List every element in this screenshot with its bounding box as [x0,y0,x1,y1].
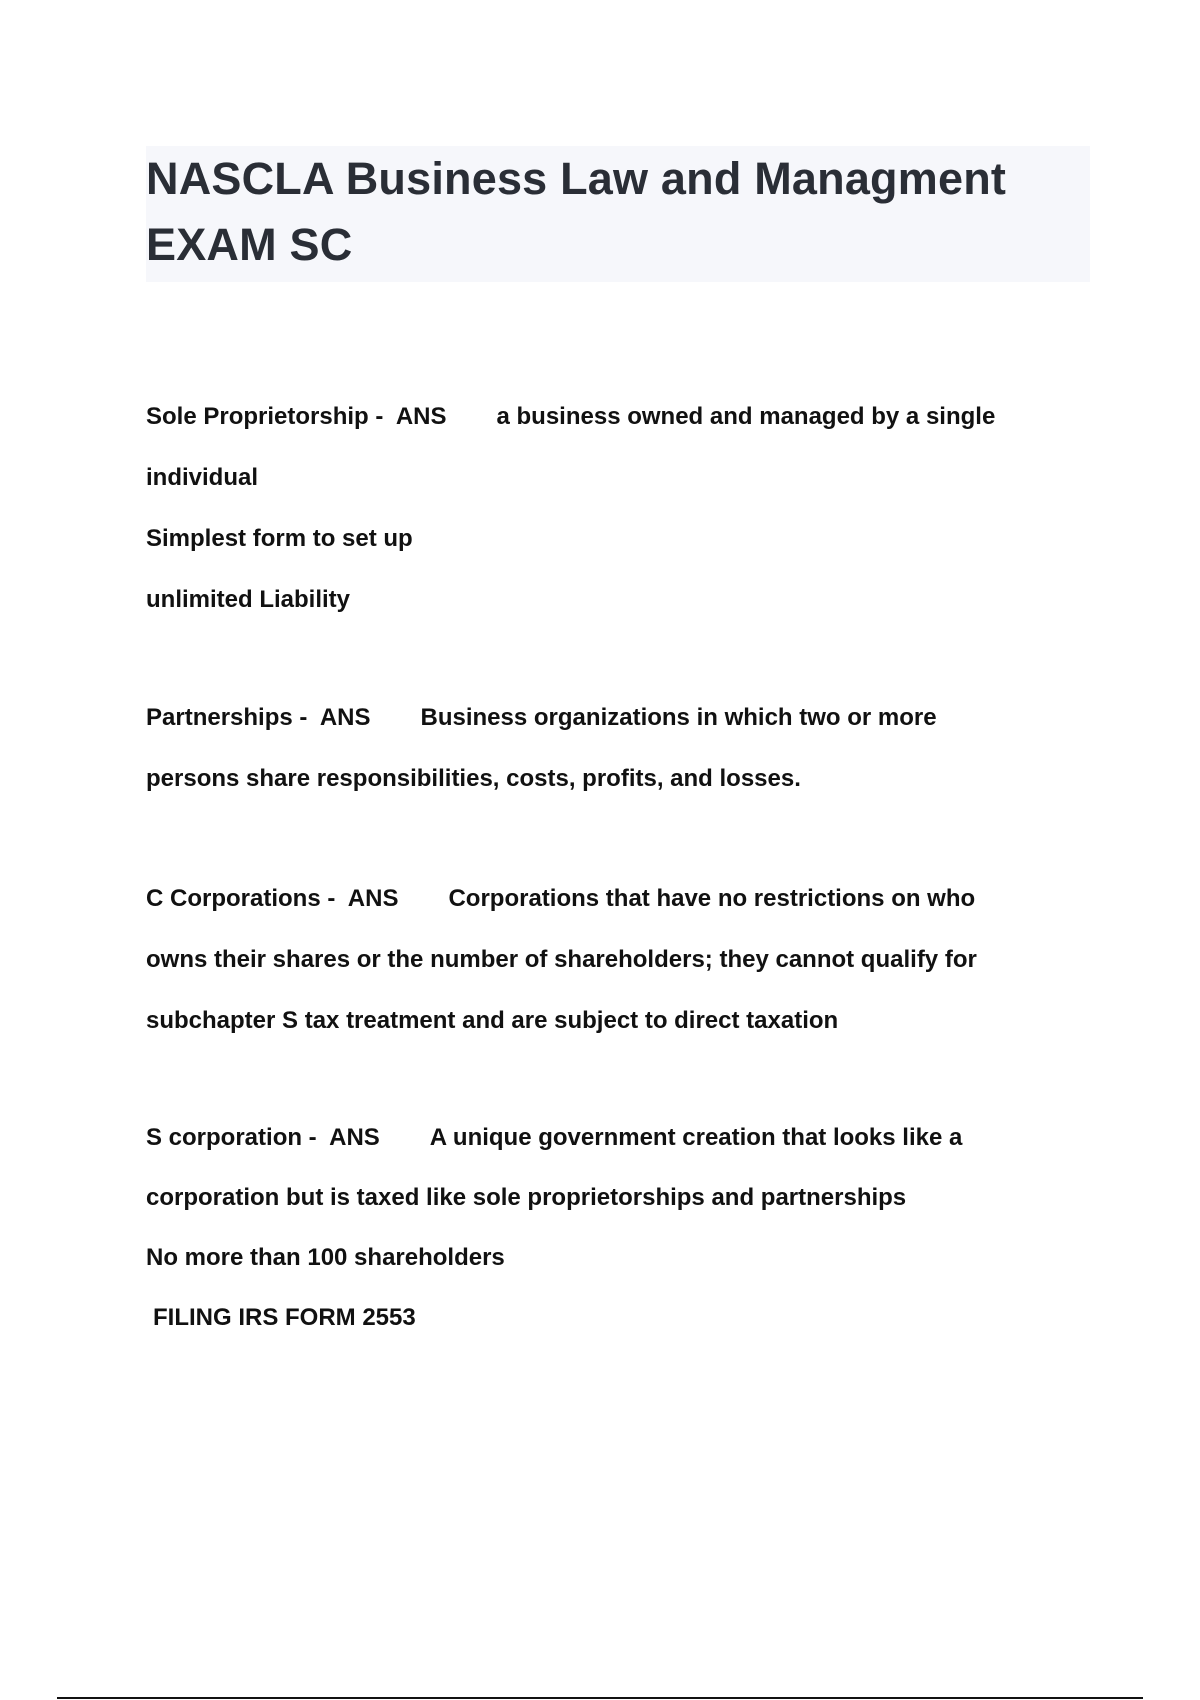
qa-question-line [146,687,1090,748]
qa-answer-line: Simplest form to set up [146,525,413,552]
qa-answer-line: No more than 100 shareholders [146,1244,505,1271]
qa-term: S corporation - [146,1124,317,1151]
qa-marker: ANS [395,403,447,430]
qa-question-line [146,868,1090,929]
qa-marker: ANS [329,1124,380,1151]
qa-term: Partnerships - [146,704,308,731]
qa-marker: ANS [319,704,371,731]
qa-marker: ANS [347,885,399,912]
qa-question-line [146,386,1090,447]
qa-answer-line: corporation but is taxed like sole proprietorships and partnerships [146,1184,907,1211]
qa-question-line [146,1108,1090,1168]
title-line-1: NASCLA Business Law and Managment [146,153,1007,204]
qa-answer-line: Corporations that have no restrictions on who [448,885,976,912]
qa-answer-line: Business organizations in which two or more [420,704,937,731]
qa-answer-line: persons share responsibilities, costs, profits, and losses. [146,765,801,792]
qa-term: C Corporations - [146,885,336,912]
qa-entry-c-corporations [146,868,1090,1051]
footer-divider [57,1697,1143,1699]
title-line-2: EXAM SC [146,219,353,270]
qa-term: Sole Proprietorship - [146,403,384,430]
qa-answer-line: individual [146,464,259,491]
qa-entry-sole-proprietorship [146,386,1090,630]
title-block [146,146,1090,282]
qa-answer-line: subchapter S tax treatment and are subject to direct taxation [146,1007,839,1034]
document-title [146,146,1090,278]
qa-answer-line: a business owned and managed by a single [496,403,996,430]
qa-answer-line: owns their shares or the number of shareholders; they cannot qualify for [146,946,977,973]
qa-entry-s-corporation [146,1108,1090,1348]
qa-answer-line: unlimited Liability [146,586,351,613]
qa-answer-line [146,1288,1090,1348]
qa-answer-text: FILING IRS FORM 2553 [153,1304,416,1331]
qa-entry-partnerships [146,687,1090,809]
qa-answer-line: A unique government creation that looks like a [429,1124,963,1151]
